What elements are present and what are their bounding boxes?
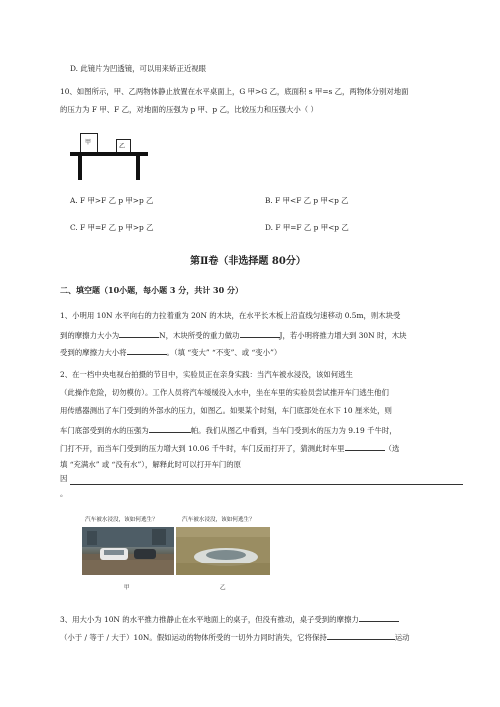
q10-option-b[interactable]: B. F 甲<F 乙 p 甲<p 乙 bbox=[265, 196, 349, 205]
block-jia bbox=[80, 133, 98, 153]
q1-line2-a: 到的摩擦力大小为 bbox=[60, 331, 120, 340]
q1-line2 bbox=[60, 328, 407, 342]
q1-blank-friction[interactable] bbox=[119, 328, 159, 338]
q3-blank-friction[interactable] bbox=[359, 612, 399, 622]
q1-blank-work[interactable] bbox=[240, 328, 280, 338]
q10-line1: 10、如图所示，甲、乙两物体静止放置在水平桌面上，G 甲>G 乙，底面积 s 甲=s 乙，两物体分别对地面 bbox=[60, 87, 409, 96]
q10-figure bbox=[70, 128, 148, 188]
q10-option-d[interactable]: D. F 甲=F 乙 p 甲<p 乙 bbox=[265, 223, 349, 232]
q2-line2: （此操作危险，切勿模仿）。工作人员将汽车缓缓没入水中，坐在车里的实验员尝试推开车门逃生他们 bbox=[60, 388, 389, 397]
photo-caption-right: 汽车被水浸没，该如何逃生？ bbox=[182, 517, 255, 523]
q1-line3-a: 受到的摩擦力大小将 bbox=[60, 348, 127, 357]
q2-blank-water[interactable] bbox=[345, 441, 385, 451]
q1-line3-b: 。（填 “变大” “不变”、或 “变小”） bbox=[166, 348, 282, 357]
q3-line1-a: 3、用大小为 10N 的水平推力推静止在水平地面上的桌子，但没有推动，桌子受到的摩擦力 bbox=[60, 615, 359, 624]
flooded-street-illustration bbox=[82, 527, 174, 575]
submerged-car-illustration bbox=[176, 527, 270, 575]
q2-line4-b: 帕。我们从图乙中看到，当车门受到水的压力为 9.19 千牛时， bbox=[190, 426, 397, 435]
block-yi bbox=[116, 139, 131, 153]
q2-line6: 填 “充满水” 或 “没有水”），解释此时可以打开车门的原 bbox=[60, 460, 242, 469]
q2-line4-a: 车门底部受到的水的压强为 bbox=[60, 426, 149, 435]
photo-caption-left: 汽车被水浸没，该如何逃生？ bbox=[85, 517, 158, 523]
q2-line8: 。 bbox=[60, 489, 68, 498]
q2-blank-reason[interactable] bbox=[70, 475, 463, 485]
q2-line7-a: 因 bbox=[60, 474, 68, 483]
q2-blank-pressure[interactable] bbox=[149, 423, 191, 433]
q2-line5 bbox=[60, 441, 399, 455]
q3-line2 bbox=[60, 630, 410, 644]
q2-line5-a: 门打不开，而当车门受到的压力增大到 10.06 千牛时，车门反而打开了，猜测此时车里 bbox=[60, 444, 345, 453]
table-leg-right bbox=[136, 156, 140, 180]
q9-option-d: D. 此镜片为凹透镜，可以用来矫正近视眼 bbox=[70, 64, 207, 73]
photo-submerged-car bbox=[176, 527, 270, 575]
q3-line2-a: （小于 / 等于 / 大于）10N。假如运动的物体所受的一切外力同时消失，它将保持 bbox=[60, 633, 327, 642]
q3-line1 bbox=[60, 612, 399, 626]
q2-line3: 用传感器测出了车门受到的外部水的压力，如图乙。如果某个时刻，车门底部处在水下 10 厘米处，则 bbox=[60, 406, 392, 415]
q1-blank-change[interactable] bbox=[127, 345, 167, 355]
photo-label-left: 甲 bbox=[124, 585, 130, 591]
q10-option-c[interactable]: C. F 甲=F 乙 p 甲>p 乙 bbox=[70, 223, 154, 232]
q3-blank-state[interactable] bbox=[327, 630, 395, 640]
block-jia-label: 甲 bbox=[85, 139, 92, 146]
q10-option-a[interactable]: A. F 甲>F 乙 p 甲>p 乙 bbox=[70, 196, 154, 205]
q2-line4 bbox=[60, 423, 397, 437]
part2-title: 第Ⅱ卷（非选择题 80分） bbox=[190, 256, 306, 267]
table-leg-left bbox=[78, 156, 82, 180]
section2-title: 二、填空题（10小题，每小题 3 分，共计 30 分） bbox=[60, 285, 243, 295]
q1-line3 bbox=[60, 345, 281, 359]
block-yi-label: 乙 bbox=[119, 143, 126, 150]
q1-line1: 1、小明用 10N 水平向右的力拉着重为 20N 的木块，在水平长木板上沿直线匀速移动 0.5m，则木块受 bbox=[60, 311, 401, 320]
q1-line2-b: N，木块所受的重力做功 bbox=[159, 331, 240, 340]
q2-line7 bbox=[60, 473, 465, 485]
q1-line2-c: J，若小明将推力增大到 30N 时，木块 bbox=[279, 331, 407, 340]
photo-label-right: 乙 bbox=[220, 585, 226, 591]
q10-line2: 的压力为 F 甲、F 乙，对地面的压强为 p 甲、p 乙，比较压力和压强大小（ ） bbox=[60, 105, 318, 114]
q2-line1: 2、在一档中央电视台拍摄的节目中，实验员正在亲身实践：当汽车被水浸没，该如何逃生 bbox=[60, 370, 353, 379]
q3-line2-b: 运动 bbox=[394, 633, 410, 642]
q2-line5-b: （选 bbox=[384, 444, 400, 453]
photo-flooded-street bbox=[82, 527, 174, 575]
